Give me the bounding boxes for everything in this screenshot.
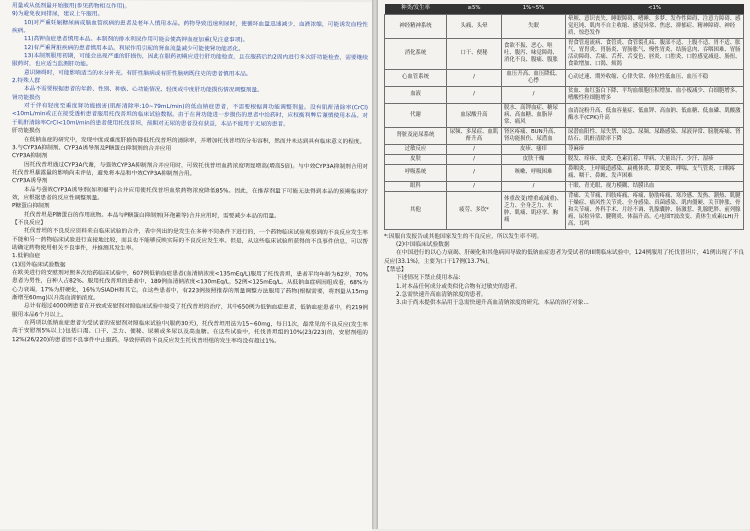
column-header: ≥5% [447,4,502,14]
table-cell: 其他 [385,191,447,229]
table-cell: 口干、便秘 [447,38,502,69]
note-paragraph: 2.急需快速升高血清钠浓度的患者。 [396,291,487,298]
note-paragraph: (2)中国临床试验数据 [396,241,450,248]
table-row [385,86,744,103]
adverse-reaction-table [384,4,744,230]
column-header: <1% [566,4,744,14]
paragraph: 【不良反应】 [12,220,47,227]
paragraph: 在低钠血症的研究中，发现中度或重度肝损伤降低托伐普坦的清除率，并增加托伐普坦的分布容积，然而并未达到具有临床意义的程度。 [24,136,366,145]
table-cell: 消化系统 [385,38,447,69]
table-cell: / [447,154,502,164]
paragraph: 托伐普坦是P糖蛋白的作用底物。本品与P糖蛋白抑制剂(环孢素等)合并应用时，需要减少本品的用量。 [24,211,280,220]
table-cell: 干眼、青光眼、视力模糊、结膜出血 [566,181,744,191]
note-paragraph: *:因服自发报告或其他国家发生的不良反应，所以发生率不明。 [384,233,543,240]
note-paragraph: 3.由于尚未提供本品用于急需快速升高血清钠浓度的研究，本品的治疗对象... [396,300,589,307]
table-row [385,69,744,86]
table-cell: 头痛、头晕 [447,14,502,38]
table-cell: 血清淀粉升高、低血容量症、低血钾、高血钠、低血糖、低血磷、肌酸激酶水平(CPK)升高 [566,103,744,127]
paragraph: 9)为避免夜间排尿，建议上午服用。 [12,11,104,18]
table-cell: 食欲不振、恶心、呕吐、腹泻、味觉障碍、消化不良、腹痛、腹胀 [502,38,566,69]
table-row [385,144,744,154]
table-cell: 代谢 [385,103,447,127]
paragraph: 在两项以低钠血症患者为受试者的安慰剂对照临床试验中(服药30天)，托伐普坦用法为15~60mg，每日1次，最常见的不良反应(发生率高于安慰剂5%以上)包括口渴、口干、乏力、便秘、尿频或多尿以及高血糖。在这些试验中，托伐普坦组的10%(23/223)的，安慰剂组的12%(26/220)的患者因不良事件中止服药。导致停药的不良反应发生托伐普坦组的发生率均没有超过1%。 [12,320,368,345]
paragraph: 1.低钠血症 [12,253,41,260]
note-paragraph: 下述情况下禁止使用本品: [396,275,461,282]
table-cell: 贫血、血红蛋白下降、平均血细胞压积增加、血小板减少、白细胞增多、嗜酸性粒细胞增多 [566,86,744,103]
table-cell: / [502,86,566,103]
table-cell: 血压升高、血压降低、心悸 [502,69,566,86]
table-row [385,38,744,69]
paragraph: 肝功能损伤 [12,128,41,135]
paragraph: 总计有超过4000例患者在开放或安慰剂对照临床试验中接受了托伐普坦的治疗，其中650例为低钠血症患者，低钠血症患者中，约219例服用本品6个月以上。 [12,303,368,319]
table-row [385,14,744,38]
table-row [385,191,744,229]
column-header: 1%~5% [502,4,566,14]
table-cell: 失眠 [502,14,566,38]
paragraph: CYP3A抑制剂 [12,153,48,160]
paragraph: 意识障碍时，可能影响适当的水分补充。有肝性脑病或有肝性脑病既往史的患者慎用本品。 [24,69,252,78]
table-cell: / [447,69,502,86]
table-cell: 皮疹、瘙痒 [502,144,566,154]
right-page [378,0,750,529]
table-cell: 肾脏及泌尿系统 [385,127,447,144]
table-cell: 脱发、痒疹、皮炎、色素沉着、甲病、大量出汗、少汗、湿疹 [566,154,744,164]
paragraph: CYP3A诱导剂 [12,178,48,185]
table-cell: 体重改变(增重或减重)、乏力、全身乏力、水肿、肌痛、肌痉挛、胸痛 [502,191,566,229]
table-cell: 鼻咽炎、上呼吸道感染、扁桃体炎、鼻窦炎、哮喘、支气管炎、口咽疼痛、咽干、鼻衄、发声困难 [566,164,744,181]
table-cell: / [447,164,502,181]
table-cell: 胃食管返流病、食管炎、食管裂孔疝、腹部不适、上腹不适、胃不适、胀气、胃胃炎、胃肠炎、胃肠胀气、慢性胃炎、结肠息肉、吞咽困难、胃肠活动障碍、舌痛、舌苔、舌变色、唇炎、口腔炎、口腔感觉减退、肠扭、食欲增加、口渴、烦渴 [566,38,744,69]
table-row [385,164,744,181]
paragraph: (1)国外临床试验数据 [12,261,66,269]
table-cell: 血尿酸升高 [447,103,502,127]
note-paragraph: 在中国进行的以心力衰竭、肝硬化和其他病因导致的低钠血症患者为受试者的III期临床试验中，124例服用了托伐普坦片，41例出现了不良反应(33.1%)，主要为口干17例(13.7%)。 [384,250,744,265]
table-cell: 晕厥、意识丧失、睡眠障碍、嗜睡、多梦、发作性障碍、注意力障碍、感觉迟钝、肌肉不自主收缩、感觉异常、焦虑、抑郁症、精神障碍、神经质、惊恐发作 [566,14,744,38]
paragraph: 3.与CYP3A抑制剂、CYP3A诱导剂及P糖蛋白抑制剂的合并应用 [12,144,172,152]
table-cell: 皮肤 [385,154,447,164]
table-body [385,14,744,229]
right-page-notes [384,233,744,308]
paragraph: 11)高钾血症患者慎用本品。本制剂的排水利尿作用可能会使高钾血症加重(见注意事项)。 [24,36,249,44]
paragraph: 2.特殊人群 [12,78,41,85]
table-cell: 皮肤干燥 [502,154,566,164]
column-header: 种类/发生率 [385,4,447,14]
table-cell: / [447,144,502,154]
table-cell: 血液 [385,86,447,103]
table-cell: 心血管系统 [385,69,447,86]
left-page [0,0,372,531]
table-cell: 尿潜血阳性、尿失禁、尿急、尿频、尿路感染、尿液异常、膀胱疼痛、肾结石、肌酐清除率下降 [566,127,744,144]
paragraph: 托伐普坦的不良反应资料来自临床试验的合并，表中列出的是发生在多种不同条件下进行的，一个药物临床试验观察到的不良反应发生率不能和另一药物临床试验进行直接地比较，而且也不能够反映实际的不良反应发生率。但是，从这些临床试验所获得的不良事件信息，可以帮助确定药物使用相关不良事件，并推测其发生率。 [12,228,368,252]
paragraph: 对于伴有轻度至重度肾功能损害(肌酐清除率:10~79mL/min)的低血钠症患者，不需要根据肾功能调整剂量。没有肌酐清除率(CrCl)<10mL/min或正在接受透析患者服用托伐普坦的临床试验数据。由于在肾功能进一步损伤的患者中给药时，应权衡利弊后谨慎使用本品。对于肌酐清除率CrCl<10ml/min的患者使用托伐普坦，预期对无尿的患者没有获益，本品不能用于无尿的患者。 [12,103,368,128]
paragraph: 肾功能损伤 [12,94,41,102]
paragraph: 本品与强效CYP3A诱导剂(如利福平)合并应用使托伐普坦血浆药物浓度降低85%。因此，在推荐剂量下可能无法得到本品的预期临床疗效，应根据患者的反应性调整剂量。 [12,186,368,202]
paragraph: 用量或从低剂量开始服用(参见药物相互作用)。 [12,3,131,10]
table-cell: / [447,86,502,103]
table-cell: / [502,181,566,191]
paragraph: 12)有严重肾脏疾病的患者慎用本品。利尿作用引起的肾血流量减少可能使肾功能恶化。 [24,44,244,53]
table-row [385,103,744,127]
table-row [385,127,744,144]
table-cell: 过敏反应 [385,144,447,154]
table-cell: 尿频、多尿症、血肌酐升高 [447,127,502,144]
paragraph: 在欧美进行的安慰剂对照多次给药临床试验中，607例低钠血症患者(血清钠浓度<135mEq/L)服用了托伐普坦，患者平均年龄为62岁，70%患者为男性，白种人占82%。服用托伐普坦的患者中，189例血清钠浓度<130mEq/L，52例<125mEq/L。从低钠血症病因组成看，68%为心力衰竭，17%为肝硬化，16%为SIADH和其它。在这些患者中，有223例按照推荐的剂量调整方法服用了药物(根据需要，将剂量从15mg渐增至60mg)以升高血清钠浓度。 [12,270,368,302]
table-cell: 眼科 [385,181,447,191]
paragraph: 因托伐普坦通过CYP3A代谢，与强效CYP3A抑制剂合并应用时，可致托伐普坦血药浓度明显增高(增高5倍)。与中效CYP3A抑制剂合用对托伐普坦暴露量的影响尚未评估，避免将本品和中效CYP3A抑制剂合用。 [12,161,368,178]
table-header-row [385,4,744,14]
table-cell: 神经精神系统 [385,14,447,38]
paragraph: P糖蛋白抑制剂 [12,203,50,210]
table-cell: 脱水、高钾血症、糖尿病、高血糖、血脂异常、痛风 [502,103,566,127]
table-cell: 呼吸系统 [385,164,447,181]
paragraph: 本品不需要根据患者的年龄、性别、种族、心功能情况、轻度或中度肝功能损伤情况调整剂量。 [24,86,263,95]
note-paragraph: 【禁忌】 [384,266,407,273]
table-cell: 疲劳、多饮* [447,191,502,229]
table-cell: 荨麻疹 [566,144,744,154]
table-cell: 心动过速、期外收缩、心律失常、体位性低血压、血压不稳 [566,69,744,86]
table-cell: 咳嗽、呼吸困难 [502,164,566,181]
table-row [385,154,744,164]
table-row [385,181,744,191]
note-paragraph: 1.对本品任何成分或类似化合物有过敏史的患者。 [396,283,521,290]
paragraph: 10)对严重妊娠糖尿病或脑血管疾病的患者及老年人慎用本品。药物导致迅速利尿时，使循环血量迅速减少，血液浓缩，可能诱发血栓性疾病。 [12,19,368,35]
table-cell: / [447,181,502,191]
left-page-text [12,2,368,346]
table-cell: 肾区疼痛、BUN升高、肾功能损伤、尿潜血 [502,127,566,144]
paragraph: 13)本制剂服用初期，可能会出现严重的肝损伤，因此在服药初期应进行肝功能检查，且在服药后约2周内进行多次肝功能检查，需要继续服药时，也应适当监测肝功能。 [12,53,368,68]
table-cell: 背痛、关节痛、四肢疼痛、疼痛、胁肋疼痛、寒冷感、发热、潮热、肌腱干燥症、痛风性关节炎、全身感染、真菌感染、肌肉僵硬、关节肿胀、骨和关节痛、外科手术、月经不调、乳腺囊肿、肠激惹、乳腺肥胖、前列腺癌、尿检异常、腱鞘炎、体温升高、心电图T波改变、黄体生成素(LH)升高、耳鸣 [566,191,744,229]
